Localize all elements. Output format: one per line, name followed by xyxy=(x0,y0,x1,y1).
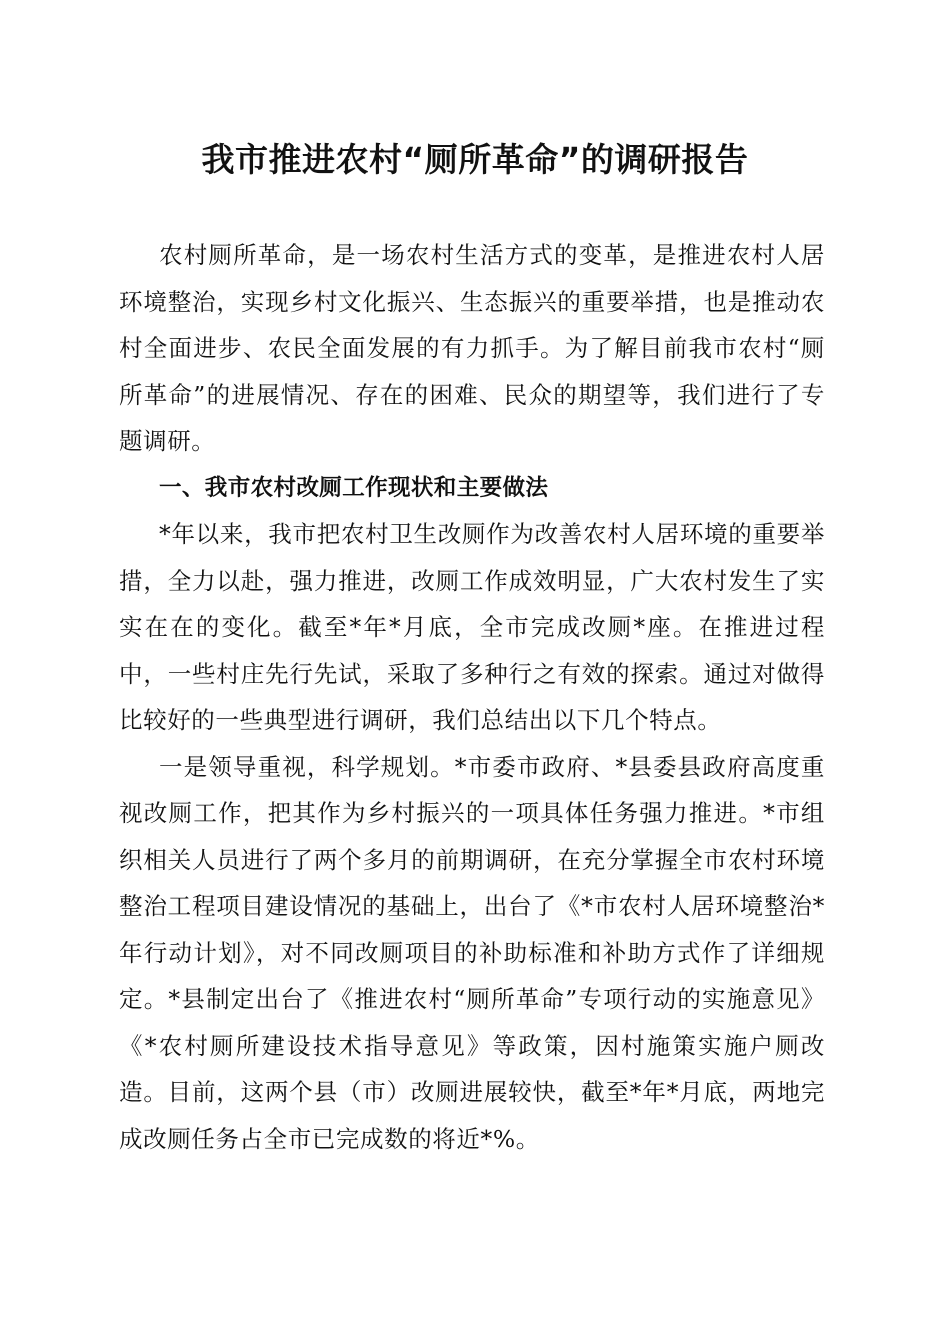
section-heading: 一、我市农村改厕工作现状和主要做法 xyxy=(159,474,549,501)
document-body xyxy=(119,232,825,1162)
document-title: 我市推进农村“厕所革命”的调研报告 xyxy=(201,140,749,179)
leadership-paragraph: 一是领导重视，科学规划。*市委市政府、*县委县政府高度重视改厕工作，把其作为乡村振兴的一项具体任务强力推进。*市组织相关人员进行了两个多月的前期调研，在充分掌握全市农村环境整治工程项目建设情况的基础上，出台了《*市农村人居环境整治*年行动计划》，对不同改厕项目的补助标准和补助方式作了详细规定。*县制定出台了《推进农村“厕所革命”专项行动的实施意见》《*农村厕所建设技术指导意见》等政策，因村施策实施户厕改造。目前，这两个县（市）改厕进展较快，截至*年*月底，两地完成改厕任务占全市已完成数的将近*%。 xyxy=(119,752,825,1153)
status-paragraph: *年以来，我市把农村卫生改厕作为改善农村人居环境的重要举措，全力以赴，强力推进，改厕工作成效明显，广大农村发生了实实在在的变化。截至*年*月底，全市完成改厕*座。在推进过程中，一些村庄先行先试，采取了多种行之有效的探索。通过对做得比较好的一些典型进行调研，我们总结出以下几个特点。 xyxy=(119,520,825,734)
intro-paragraph: 农村厕所革命，是一场农村生活方式的变革，是推进农村人居环境整治，实现乡村文化振兴、生态振兴的重要举措，也是推动农村全面进步、农民全面发展的有力抓手。为了解目前我市农村“厕所革命”的进展情况、存在的困难、民众的期望等，我们进行了专题调研。 xyxy=(119,241,825,455)
